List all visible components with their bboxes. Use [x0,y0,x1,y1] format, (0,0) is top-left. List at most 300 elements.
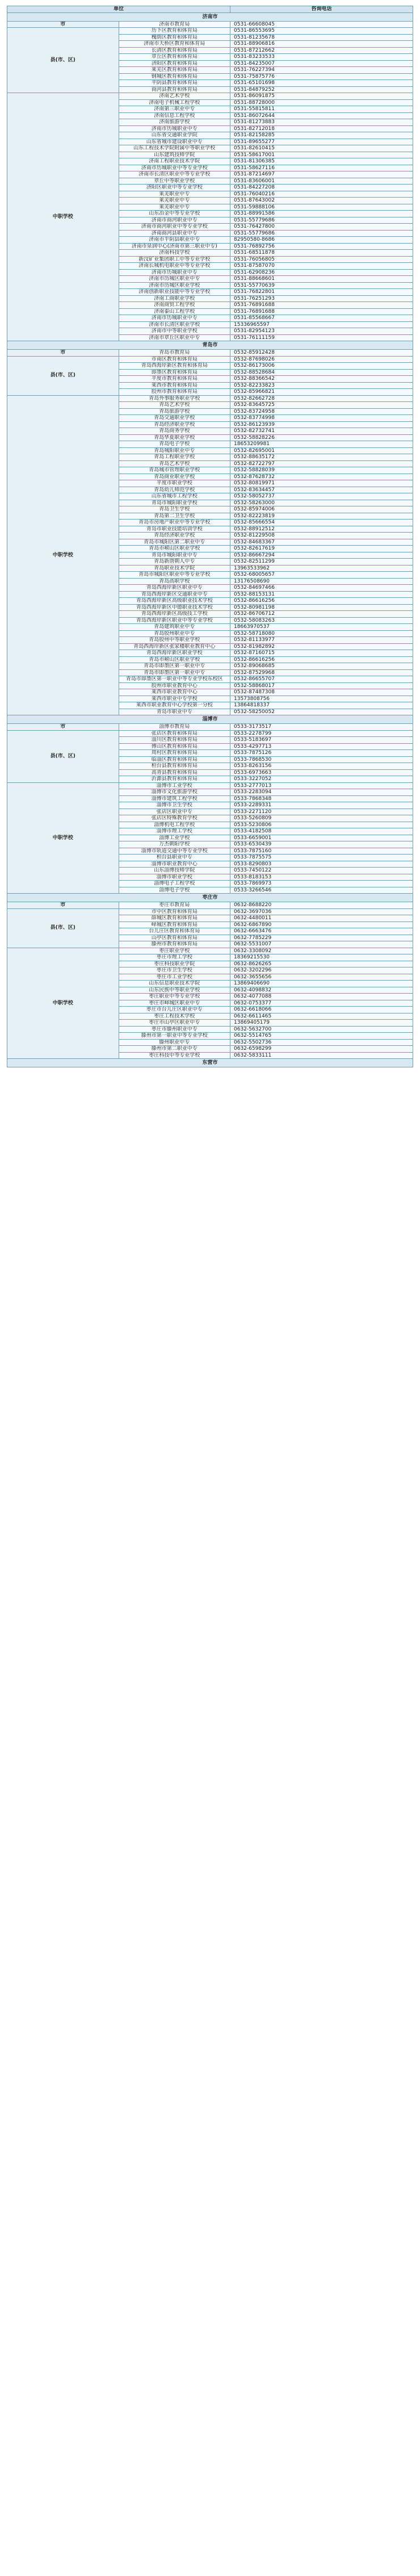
phone-number: 0531-55779686 [230,217,413,224]
unit-name: 青岛市房地产职业中等专业学校 [119,520,230,526]
unit-name: 历下区教育和体育局 [119,28,230,35]
unit-name: 青岛西海岸新区张家楼职业教育中心 [119,643,230,650]
phone-number: 0533-2271120 [230,809,413,815]
unit-name: 淄博市理工学校 [119,828,230,835]
phone-number: 0531-76891688 [230,302,413,309]
phone-number: 0532-81133977 [230,637,413,644]
table-row [7,782,413,789]
unit-name: 济南市历城职业中专 [119,125,230,132]
unit-name: 山东省城市建设职业中专 [119,139,230,145]
unit-name: 淄川区教育和体育局 [119,737,230,744]
phone-number: 0632-6611465 [230,1013,413,1020]
unit-name: 青岛艺术学校 [119,402,230,409]
category-cell: 市 [7,21,119,28]
phone-number: 0533-4297713 [230,743,413,750]
phone-number: 0531-86072644 [230,112,413,119]
unit-name: 山东工程技术学院附属中等职业学校 [119,145,230,152]
unit-name: 济南市历城职业中等专业学校 [119,165,230,171]
unit-name: 青岛市崂山区职业学校 [119,656,230,663]
unit-name: 枣庄职业学校 [119,948,230,954]
phone-number: 0632-5632700 [230,1026,413,1033]
city-header [7,894,413,902]
phone-number: 0632-4098832 [230,987,413,994]
unit-name: 青岛西海岸新区交通职业中专 [119,591,230,598]
unit-name: 青岛经济职业学校 [119,533,230,539]
table-row [7,21,413,28]
phone-number: 0531-82712018 [230,125,413,132]
unit-name: 济南市历城区职业中专 [119,276,230,283]
unit-name: 市南区教育和体育局 [119,356,230,363]
category-cell: 中职学校 [7,948,119,1059]
table-row [7,908,413,915]
unit-name: 枣庄职业中等专业学校 [119,994,230,1000]
phone-number: 0632-8626265 [230,961,413,967]
unit-name: 济南艺术学校 [119,93,230,100]
phone-number: 0632-3697036 [230,908,413,915]
unit-name: 沂源县教育和体育局 [119,776,230,783]
phone-number: 0532-68005657 [230,572,413,579]
unit-name: 博山区教育和体育局 [119,743,230,750]
unit-name: 淄博市工业学校 [119,782,230,789]
phone-number: 18653209981 [230,441,413,448]
phone-number: 0533-3173517 [230,724,413,731]
phone-number: 0531-87214697 [230,171,413,178]
unit-name: 胶州市教育和体育局 [119,389,230,396]
unit-name: 莱芜区教育和体育局 [119,67,230,74]
phone-number: 0533-6973663 [230,769,413,776]
unit-name: 济南市章丘区职业中专 [119,334,230,341]
unit-name: 枣庄市滕州职业中专 [119,1026,230,1033]
unit-name: 胶州市职业教育中心 [119,682,230,689]
unit-name: 青岛幼儿师范学校 [119,487,230,493]
unit-name: 山东淄博技师学院 [119,868,230,874]
phone-number: 0531-87212662 [230,47,413,54]
phone-number: 0532-82617619 [230,546,413,552]
phone-number: 0632-3202296 [230,967,413,974]
phone-number: 0532-87160715 [230,650,413,657]
phone-number: 0532-58868017 [230,682,413,689]
phone-number: 0531-81273883 [230,119,413,126]
phone-number: 0532-83774998 [230,415,413,422]
phone-number: 0532-82722797 [230,460,413,467]
header-phone: 咨询电话 [230,6,413,13]
phone-number: 0532-83645725 [230,402,413,409]
phone-number: 0531-76056805 [230,256,413,263]
unit-name: 滕州市第一职业中等专业学校 [119,1033,230,1040]
phone-number: 0532-86616256 [230,598,413,605]
phone-number: 0532-81982892 [230,643,413,650]
unit-name: 济南市长清区职业中等专业学校 [119,171,230,178]
unit-name: 青岛华夏职业学校 [119,434,230,441]
phone-number: 0531-76892756 [230,243,413,250]
phone-number: 0532-58828039 [230,467,413,474]
phone-number: 0531-81235678 [230,34,413,41]
unit-name: 济南市教育局 [119,21,230,28]
unit-name: 莱西市教育和体育局 [119,382,230,389]
phone-number: 0531-82610415 [230,145,413,152]
phone-number: 0531-86553695 [230,28,413,35]
phone-number: 0531-89655277 [230,139,413,145]
unit-name: 山东信息职业技术学院 [119,981,230,987]
phone-number: 0632-6867890 [230,922,413,928]
phone-number: 0532-58718080 [230,630,413,637]
phone-number: 0533-5260809 [230,815,413,822]
unit-name: 青岛市即墨区第一职业中等专业学校东校区 [119,676,230,683]
table-row [7,28,413,35]
unit-name: 枣庄市工业学校 [119,974,230,981]
phone-number: 0532-80819971 [230,480,413,487]
unit-name: 济南市商河职业中等专业学校 [119,224,230,231]
phone-number: 0532-83634457 [230,487,413,493]
phone-number: 0533-2278799 [230,730,413,737]
unit-name: 青岛城市管理职业学校 [119,467,230,474]
unit-name: 青岛建筑职业中专 [119,624,230,631]
phone-number: 0532-88153131 [230,591,413,598]
unit-name: 莱西市职业教育中心学校第一分校 [119,702,230,709]
unit-name: 济南商河县职业中专 [119,230,230,237]
unit-name: 桓台县教育和体育局 [119,763,230,770]
unit-name: 滕州市教育和体育局 [119,941,230,948]
phone-number: 0533-7875126 [230,750,413,757]
phone-number: 0532-82233823 [230,382,413,389]
unit-name: 滕州市第二职业中专 [119,1046,230,1053]
city-header [7,715,413,724]
phone-number: 13869405179 [230,1020,413,1027]
unit-name: 临淄区教育和体育局 [119,756,230,763]
phone-number: 0533-6659001 [230,835,413,841]
phone-number: 0531-84227208 [230,185,413,191]
unit-name: 青岛市城阳职业学校 [119,500,230,506]
category-cell: 中职学校 [7,782,119,894]
phone-number: 0532-86616256 [230,656,413,663]
phone-number: 0532-86667294 [230,552,413,559]
phone-number: 0531-62908236 [230,269,413,276]
city-name: 东营市 [7,1059,413,1067]
phone-number: 0532-82223819 [230,513,413,520]
unit-name: 青岛职业技术学院 [119,565,230,572]
phone-number: 0531-82158285 [230,132,413,139]
phone-number: 0632-6618066 [230,1007,413,1013]
unit-name: 青岛第二卫生学校 [119,513,230,520]
phone-number: 0532-82695001 [230,447,413,454]
unit-name: 青岛交通职业学校 [119,415,230,422]
unit-name: 枣庄工程技术学校 [119,1013,230,1020]
phone-number: 0632-5531007 [230,941,413,948]
phone-number: 0531-87643002 [230,198,413,204]
unit-name: 周村区教育和体育局 [119,750,230,757]
unit-name: 青岛市职业技能培训学校 [119,526,230,533]
phone-number: 0532-87628732 [230,474,413,480]
unit-name: 青岛西海岸新区职业中专 [119,585,230,592]
phone-number: 0533-7868348 [230,795,413,802]
phone-number: 0531-76427800 [230,224,413,231]
phone-number: 0532-58250052 [230,709,413,715]
category-cell: 县(市、区) [7,28,119,93]
unit-name: 青岛商务学校 [119,428,230,435]
unit-name: 枣庄科技职业学院 [119,961,230,967]
unit-name: 青岛电子学校 [119,441,230,448]
unit-name: 山亭区教育和体育局 [119,935,230,941]
unit-name: 青岛新唐朝人中专 [119,559,230,566]
unit-name: 青岛胶州职业中专 [119,630,230,637]
phone-number: 0533-8183153 [230,874,413,881]
phone-number: 0531-88728000 [230,99,413,106]
phone-number: 0531-88991586 [230,211,413,217]
unit-name: 台儿庄区教育和体育局 [119,928,230,935]
unit-name: 济南市历城区职业学校 [119,282,230,289]
phone-number: 0632-0753377 [230,1000,413,1007]
unit-name: 济南信息工程学校 [119,112,230,119]
unit-name: 青岛市即墨区第一职业中专 [119,663,230,670]
phone-number: 0532-86123939 [230,421,413,428]
phone-number: 0532-84697466 [230,585,413,592]
phone-number: 0632-5502736 [230,1039,413,1046]
unit-name: 枣庄科技中等专业学校 [119,1052,230,1059]
phone-number: 0533-5183697 [230,737,413,744]
phone-number: 0532-86173006 [230,363,413,370]
phone-number: 0532-82662728 [230,395,413,402]
phone-number: 0531-76822801 [230,289,413,296]
unit-name: 济南第三职业中专 [119,106,230,113]
unit-name: 青岛外事服务职业学校 [119,395,230,402]
city-header [7,12,413,21]
phone-number: 13963533962 [230,565,413,572]
unit-name: 青岛胶州中等职业学校 [119,637,230,644]
phone-number: 0531-82954123 [230,328,413,335]
unit-name: 淄博市职业教育中心 [119,861,230,868]
city-name: 青岛市 [7,341,413,350]
unit-name: 青岛经济职业学校 [119,421,230,428]
unit-name: 莱芜职业中专 [119,198,230,204]
phone-number: 0533-7869973 [230,881,413,887]
unit-name: 莱西市职业教育中心 [119,689,230,696]
unit-name: 淄博市教育局 [119,724,230,731]
unit-name: 淄博市文化旅游学校 [119,789,230,796]
category-cell: 县(市、区) [7,730,119,782]
unit-name: 枣庄市山亭区职业中专 [119,1020,230,1027]
category-cell: 中职学校 [7,93,119,341]
table-row [7,730,413,737]
phone-number: 0532-86706712 [230,611,413,618]
unit-name: 即墨区教育和体育局 [119,369,230,376]
unit-name: 章丘中等职业学校 [119,178,230,185]
unit-name: 济南泰山工程学校 [119,308,230,315]
table-row [7,350,413,357]
unit-name: 济南市平阴县职业中专 [119,237,230,244]
unit-name: 青岛卫生学校 [119,506,230,513]
unit-name: 济南旅游学校 [119,119,230,126]
unit-name: 淄博机电工程学校 [119,822,230,828]
phone-number: 0632-3308092 [230,948,413,954]
unit-name: 青岛西海岸新区中德职业技术学校 [119,604,230,611]
phone-number: 0532-88912512 [230,526,413,533]
phone-number: 0533-7875575 [230,855,413,861]
unit-name: 枣庄市卫生学校 [119,967,230,974]
unit-name: 青岛西海岸新区教育和体育局 [119,363,230,370]
unit-name: 青岛艺术学校 [119,460,230,467]
unit-name: 济南长城机电职业中等专业学校 [119,263,230,270]
unit-name: 淄博市建筑工程学校 [119,795,230,802]
unit-name: 济南电子机械工程学校 [119,99,230,106]
phone-number: 18663970537 [230,624,413,631]
phone-number: 0532-58083263 [230,617,413,624]
unit-name: 山东冶金中等专业学校 [119,211,230,217]
unit-name: 张店区职业中专 [119,809,230,815]
phone-number: 0531-81306385 [230,158,413,165]
unit-name: 青岛西海岸新区高级技工学校 [119,611,230,618]
unit-name: 莱芜职业中专 [119,204,230,211]
unit-name: 淄博市职业学校 [119,874,230,881]
unit-name: 济南市长清区职业学校 [119,321,230,328]
phone-number: 0531-84235007 [230,60,413,67]
unit-name: 青岛高职学校 [119,578,230,585]
phone-number: 0533-4182508 [230,828,413,835]
unit-name: 万杰朝阳学校 [119,841,230,848]
unit-name: 济南市中等职业学校 [119,328,230,335]
unit-name: 张店区特殊教育学校 [119,815,230,822]
phone-number: 0533-7875160 [230,848,413,855]
phone-number: 0531-87587070 [230,263,413,270]
unit-name: 枣庄市教育局 [119,902,230,909]
unit-name: 济南工程职业技术学院 [119,158,230,165]
phone-number: 0532-82511299 [230,559,413,566]
unit-name: 山东民族中等职业学校 [119,987,230,994]
category-cell: 中职学校 [7,395,119,715]
table-row [7,356,413,363]
phone-number: 0533-7868530 [230,756,413,763]
category-cell: 市 [7,350,119,357]
unit-name: 济南科技学校 [119,250,230,257]
phone-number: 0531-75875776 [230,73,413,80]
unit-name: 青岛城阳职业中专 [119,447,230,454]
phone-number: 0532-82732741 [230,428,413,435]
phone-number: 0531-68511878 [230,250,413,257]
phone-number: 0533-7450122 [230,868,413,874]
unit-name: 平度市职业学校 [119,480,230,487]
unit-name: 青岛市教育局 [119,350,230,357]
phone-number: 0532-81229508 [230,533,413,539]
unit-name: 济南市商河职业中专 [119,217,230,224]
phone-number: 0532-85974006 [230,506,413,513]
phone-number: 0532-85966821 [230,389,413,396]
unit-name: 钢城区教育和体育局 [119,73,230,80]
unit-name: 峄城区教育和体育局 [119,922,230,928]
contact-table [7,6,413,1067]
table-row [7,93,413,100]
phone-number: 0533-3266546 [230,887,413,894]
phone-number: 0532-87529968 [230,669,413,676]
unit-name: 淄博工业学校 [119,835,230,841]
unit-name: 山东省城市工程学校 [119,493,230,500]
unit-name: 青岛市崂山区职业学校 [119,546,230,552]
unit-name: 薛城区教育和体育局 [119,915,230,922]
phone-number: 13869406690 [230,981,413,987]
unit-name: 滕州职业中专 [119,1039,230,1046]
phone-number: 0533-8290803 [230,861,413,868]
phone-number: 0533-2777013 [230,782,413,789]
unit-name: 长清区教育和体育局 [119,47,230,54]
phone-number: 15336965597 [230,321,413,328]
phone-number: 18369215530 [230,954,413,961]
category-cell: 市 [7,724,119,731]
phone-number: 0531-88906816 [230,41,413,48]
city-header [7,341,413,350]
phone-number: 13573808756 [230,696,413,702]
phone-number: 0632-6663476 [230,928,413,935]
phone-number: 0632-4480011 [230,915,413,922]
unit-name: 莱西市职业中专学校 [119,696,230,702]
unit-name: 商河县教育和体育局 [119,86,230,93]
unit-name: 济南市历城职业中专 [119,315,230,322]
unit-name: 山东建筑技师学院 [119,152,230,158]
phone-number: 82950580-8686 [230,237,413,244]
phone-number: 0532-58052737 [230,493,413,500]
table-row [7,395,413,402]
phone-number: 0531-83606001 [230,178,413,185]
phone-number: 0531-85568667 [230,315,413,322]
unit-name: 新汶矿业集团职工中等专业学校 [119,256,230,263]
phone-number: 0531-76040216 [230,191,413,198]
phone-number: 0531-58627116 [230,165,413,171]
phone-number: 0531-58617001 [230,152,413,158]
phone-number: 0532-88635172 [230,454,413,461]
phone-number: 0532-58828226 [230,434,413,441]
phone-number: 0532-84683367 [230,539,413,546]
unit-name: 平阴县教育和体育局 [119,80,230,87]
unit-name: 枣庄市台儿庄区职业中专 [119,1007,230,1013]
category-cell: 县(市、区) [7,908,119,948]
unit-name: 枣庄市理工学校 [119,954,230,961]
phone-number: 0532-89068685 [230,663,413,670]
phone-number: 0531-83233533 [230,54,413,61]
header-unit: 单位 [7,6,230,13]
phone-number: 0531-86091875 [230,93,413,100]
phone-number: 0632-4077088 [230,994,413,1000]
phone-number: 0532-85912428 [230,350,413,357]
unit-name: 淄博电子学校 [119,887,230,894]
phone-number: 0532-87487308 [230,689,413,696]
unit-name: 山东省交通职业学院 [119,132,230,139]
phone-number: 0531-88668601 [230,276,413,283]
unit-name: 淄博电子工程学校 [119,881,230,887]
phone-number: 0533-3227052 [230,776,413,783]
phone-number: 0533-2283094 [230,789,413,796]
phone-number: 0531-55815811 [230,106,413,113]
unit-name: 槐荫区教育和体育局 [119,34,230,41]
unit-name: 张店区教育和体育局 [119,730,230,737]
unit-name: 市中区教育和体育局 [119,908,230,915]
unit-name: 济南市天桥区教育和体育局 [119,41,230,48]
phone-number: 0533-2289331 [230,802,413,809]
unit-name: 青岛市城阳职业中专 [119,552,230,559]
unit-name: 济南市泉润中心(济南市第三职业中专) [119,243,230,250]
unit-name: 平度市教育和体育局 [119,376,230,383]
phone-number: 0533-8263156 [230,763,413,770]
phone-number: 0632-5833111 [230,1052,413,1059]
unit-name: 章丘区教育和体育局 [119,54,230,61]
unit-name: 青岛旅游学校 [119,408,230,415]
unit-name: 青岛市即墨区第一职业中专 [119,669,230,676]
phone-number: 0533-6530439 [230,841,413,848]
table-row [7,948,413,954]
phone-number: 0532-58263000 [230,500,413,506]
phone-number: 0532-85666554 [230,520,413,526]
phone-number: 13176508690 [230,578,413,585]
phone-number: 0531-76227394 [230,67,413,74]
phone-number: 0632-5514765 [230,1033,413,1040]
table-header [7,6,413,13]
phone-number: 0532-88528684 [230,369,413,376]
